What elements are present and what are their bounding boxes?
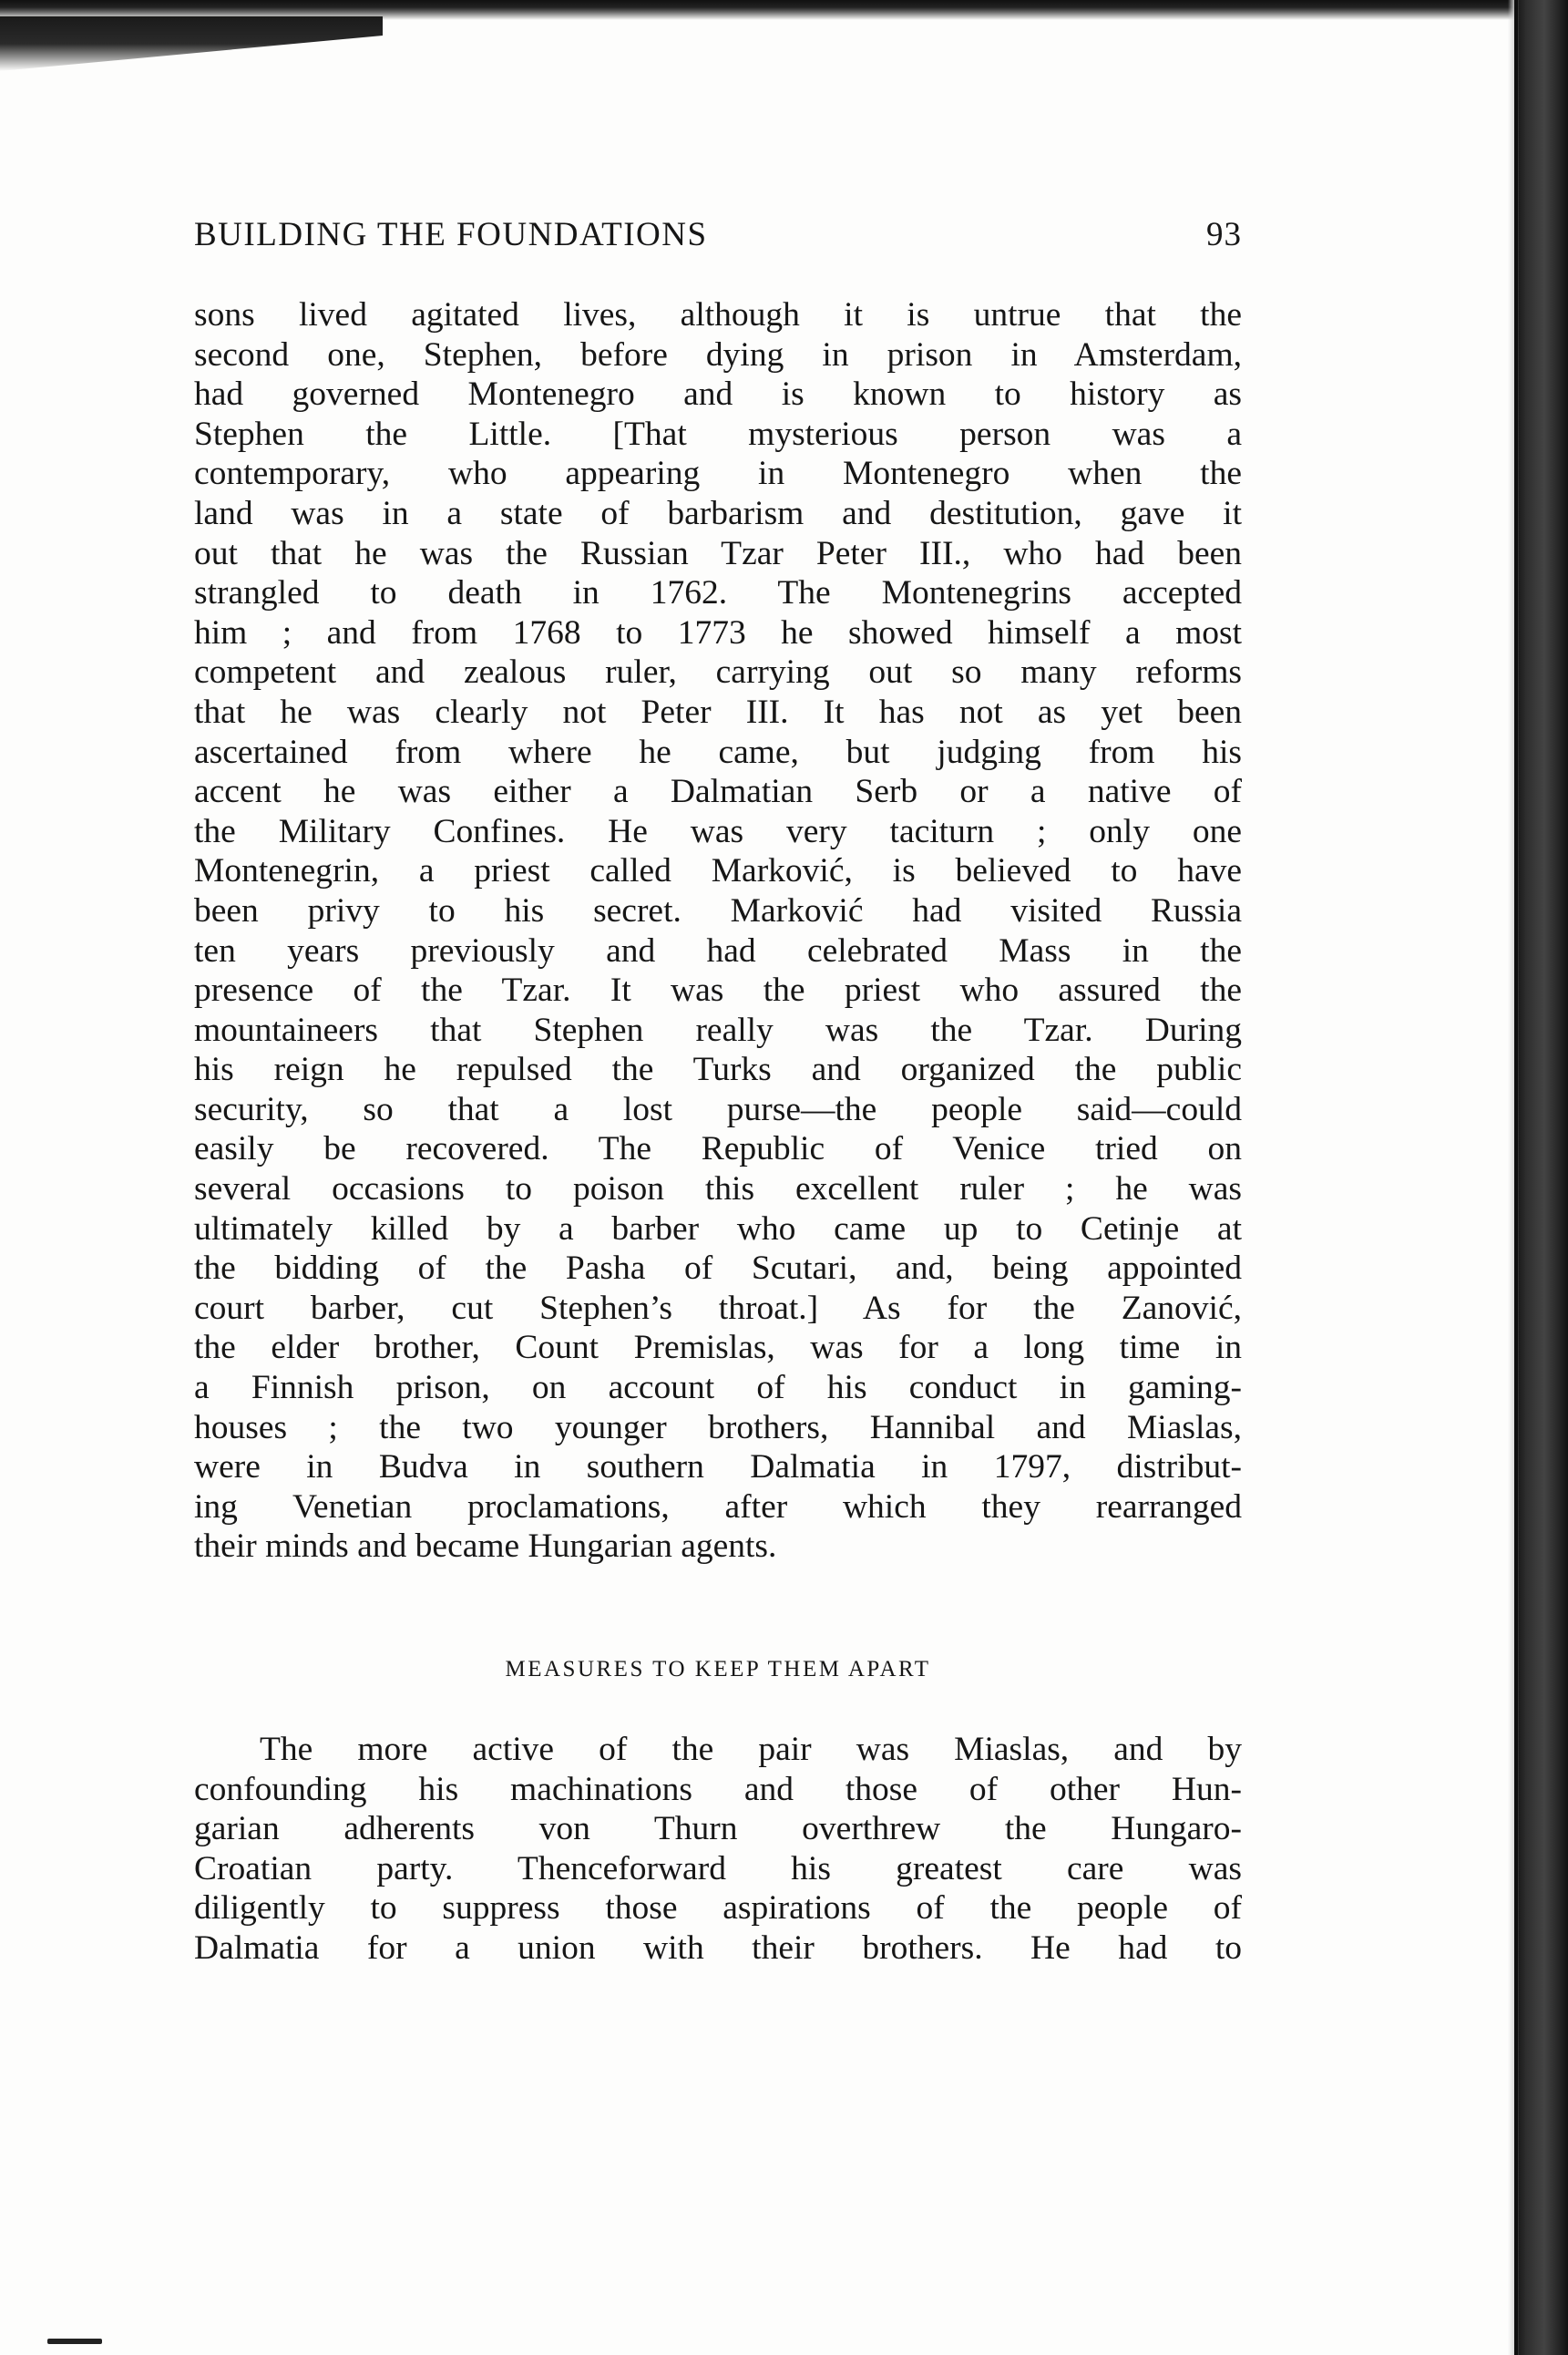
text-line: Croatian party. Thenceforward his greatest care was [194,1849,1242,1887]
text-line: second one, Stephen, before dying in prison in Amsterdam, [194,335,1242,374]
text-line: mountaineers that Stephen really was the Tzar. During [194,1011,1242,1049]
text-line: ing Venetian proclamations, after which they rearranged [194,1487,1242,1526]
text-line: security, so that a lost purse—the people said—could [194,1090,1242,1128]
scan-bottom-mark [47,2339,102,2344]
text-line: court barber, cut Stephen’s throat.] As for the Zanović, [194,1289,1242,1327]
text-line: the bidding of the Pasha of Scutari, and, being appointed [194,1249,1242,1288]
text-line: competent and zealous ruler, carrying out so many reforms [194,653,1242,692]
paragraph-1 [194,295,1242,1567]
text-line: ten years previously and had celebrated Mass in the [194,931,1242,970]
text-line: ultimately killed by a barber who came up to Cetinje at [194,1209,1242,1248]
text-line: land was in a state of barbarism and destitution, gave it [194,494,1242,532]
text-line: houses ; the two younger brothers, Hannibal and Miaslas, [194,1408,1242,1446]
text-line: presence of the Tzar. It was the priest who assured the [194,972,1242,1010]
text-line: ascertained from where he came, but judging from his [194,733,1242,771]
text-line: were in Budva in southern Dalmatia in 1797, distribut- [194,1448,1242,1486]
text-line: garian adherents von Thurn overthrew the Hungaro- [194,1810,1242,1848]
text-line: out that he was the Russian Tzar Peter III., who had been [194,534,1242,572]
text-line: contemporary, who appearing in Montenegro when the [194,455,1242,493]
scan-right-edge-line [1514,0,1518,2355]
text-line: easily be recovered. The Republic of Venice tried on [194,1130,1242,1168]
text-line: had governed Montenegro and is known to history as [194,375,1242,414]
running-head: BUILDING THE FOUNDATIONS [194,216,708,253]
text-line: the elder brother, Count Premislas, was for a long time in [194,1329,1242,1367]
text-line: that he was clearly not Peter III. It has not as yet been [194,693,1242,731]
text-line: sons lived agitated lives, although it is untrue that the [194,296,1242,334]
page-header [194,215,1242,261]
paragraph-2 [194,1730,1242,1969]
text-line: their minds and became Hungarian agents. [194,1527,777,1566]
text-line: him ; and from 1768 to 1773 he showed himself a most [194,613,1242,652]
text-line: Dalmatia for a union with their brothers. He had to [194,1928,1242,1967]
text-line: accent he was either a Dalmatian Serb or a native of [194,773,1242,811]
text-line: Stephen the Little. [That mysterious person was a [194,415,1242,453]
text-line: The more active of the pair was Miaslas, and by [260,1731,1242,1768]
page-number: 93 [1206,216,1242,253]
text-line: his reign he repulsed the Turks and organized the public [194,1051,1242,1089]
text-line: several occasions to poison this excellent ruler ; he was [194,1170,1242,1208]
text-line: a Finnish prison, on account of his conduct in gaming- [194,1369,1242,1407]
text-line: confounding his machinations and those of other Hun- [194,1770,1242,1808]
text-line: the Military Confines. He was very taciturn ; only one [194,812,1242,850]
section-heading: MEASURES TO KEEP THEM APART [505,1657,931,1681]
text-line: strangled to death in 1762. The Montenegrins accepted [194,574,1242,612]
scan-top-left-shadow [0,16,383,71]
text-line: diligently to suppress those aspirations of the people of [194,1889,1242,1928]
text-line: Montenegrin, a priest called Marković, is believed to have [194,852,1242,890]
text-line: been privy to his secret. Marković had visited Russia [194,891,1242,930]
